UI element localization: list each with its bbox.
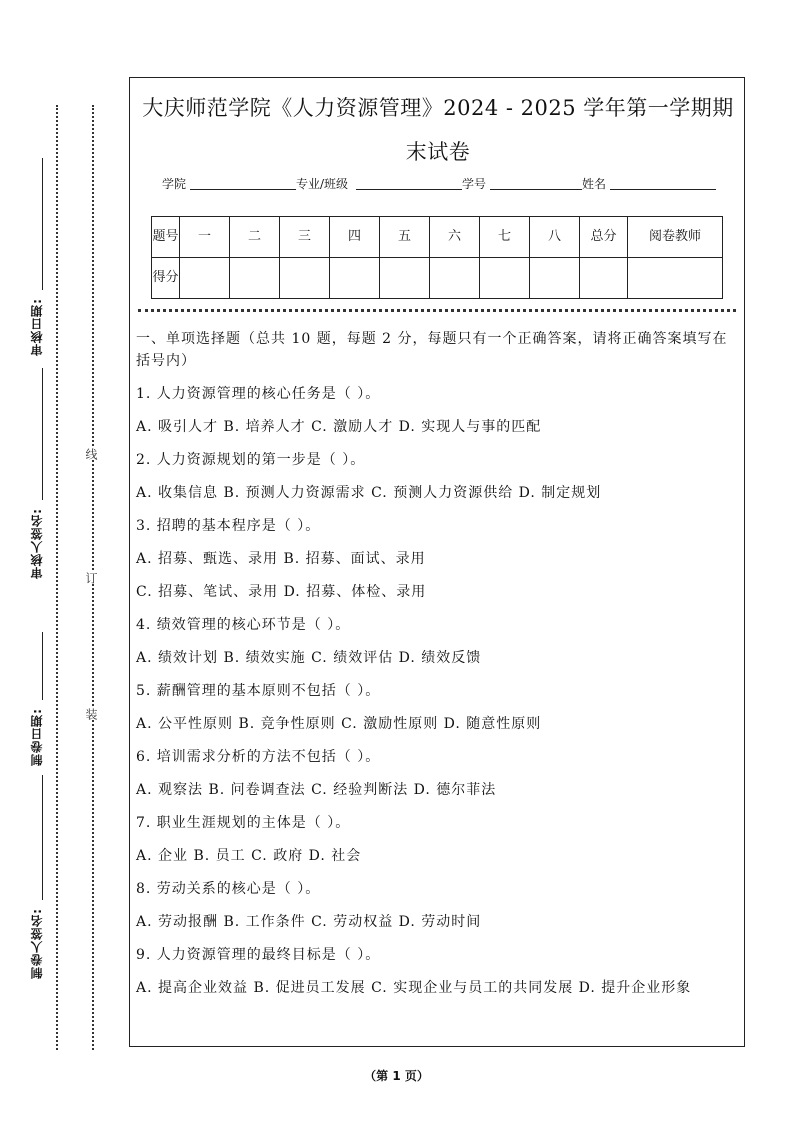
question-text: 7. 职业生涯规划的主体是（ ）。 — [136, 815, 351, 831]
score-col-total: 总分 — [580, 217, 628, 258]
score-cell[interactable] — [380, 258, 430, 299]
reviewer-signature-line — [42, 368, 43, 500]
question-options: A. 劳动报酬 B. 工作条件 C. 劳动权益 D. 劳动时间 — [136, 914, 482, 930]
compiler-signature-label: 制卷人签名: — [30, 908, 44, 979]
question-text: 4. 绩效管理的核心环节是（ ）。 — [136, 617, 351, 633]
college-field[interactable] — [190, 189, 296, 190]
score-cell[interactable] — [330, 258, 380, 299]
question-text: 3. 招聘的基本程序是（ ）。 — [136, 518, 321, 534]
review-date-label: 审核日期: — [30, 298, 44, 356]
score-col-grader: 阅卷教师 — [628, 217, 723, 258]
question-options: A. 收集信息 B. 预测人力资源需求 C. 预测人力资源供给 D. 制定规划 — [136, 485, 602, 501]
score-cell[interactable] — [180, 258, 230, 299]
score-cell[interactable] — [230, 258, 280, 299]
score-table-score-row — [152, 258, 723, 299]
compile-date-line — [42, 632, 43, 700]
question-text: 6. 培训需求分析的方法不包括（ ）。 — [136, 749, 381, 765]
reviewer-signature-label: 审核人签名: — [30, 508, 44, 579]
score-col-7: 七 — [480, 217, 530, 258]
exam-frame — [129, 77, 745, 1047]
question-options: A. 公平性原则 B. 竞争性原则 C. 激励性原则 D. 随意性原则 — [136, 716, 542, 732]
name-label: 姓名 — [582, 177, 607, 191]
exam-title: 大庆师范学院《人力资源管理》2024 - 2025 学年第一学期期末试卷 — [142, 96, 734, 164]
dotted-separator — [138, 309, 736, 312]
question-number-label: 题号 — [152, 217, 180, 258]
outer-dotted-line — [56, 105, 58, 1050]
score-col-6: 六 — [430, 217, 480, 258]
question-options: A. 招募、甄选、录用 B. 招募、面试、录用 — [136, 551, 426, 567]
question-list — [136, 383, 738, 999]
score-cell[interactable] — [430, 258, 480, 299]
bind-mark-line: 线 — [84, 448, 98, 460]
section-single-choice — [136, 328, 738, 999]
score-col-4: 四 — [330, 217, 380, 258]
compiler-signature-line — [42, 775, 43, 900]
question-options: A. 提高企业效益 B. 促进员工发展 C. 实现企业与员工的共同发展 D. 提升企业形象 — [136, 980, 692, 996]
bind-mark-order: 订 — [84, 572, 98, 584]
question-text: 9. 人力资源管理的最终目标是（ ）。 — [136, 947, 381, 963]
score-table-header-row — [152, 217, 723, 258]
score-col-3: 三 — [280, 217, 330, 258]
score-cell[interactable] — [530, 258, 580, 299]
question-options: C. 招募、笔试、录用 D. 招募、体检、录用 — [136, 584, 427, 600]
page-number: （第 1 页） — [364, 1069, 429, 1083]
section-heading: 一、单项选择题（总共 10 题，每题 2 分，每题只有一个正确答案，请将正确答案填写在括号内） — [136, 331, 728, 369]
student-info-row — [162, 174, 722, 194]
question-text: 1. 人力资源管理的核心任务是（ ）。 — [136, 386, 381, 402]
score-cell[interactable] — [580, 258, 628, 299]
bind-mark-bind: 装 — [84, 708, 98, 720]
question-text: 5. 薪酬管理的基本原则不包括（ ）。 — [136, 683, 381, 699]
score-table — [151, 216, 723, 299]
question-options: A. 企业 B. 员工 C. 政府 D. 社会 — [136, 848, 362, 864]
review-date-line — [42, 158, 43, 290]
question-options: A. 绩效计划 B. 绩效实施 C. 绩效评估 D. 绩效反馈 — [136, 650, 482, 666]
score-col-5: 五 — [380, 217, 430, 258]
score-cell[interactable] — [480, 258, 530, 299]
compile-date-label: 制卷日期: — [30, 708, 44, 766]
student-id-label: 学号 — [462, 177, 487, 191]
major-class-label: 专业/班级 — [296, 177, 349, 191]
score-cell[interactable] — [628, 258, 723, 299]
score-col-8: 八 — [530, 217, 580, 258]
question-options: A. 观察法 B. 问卷调查法 C. 经验判断法 D. 德尔菲法 — [136, 782, 497, 798]
name-field[interactable] — [610, 189, 716, 190]
score-row-label: 得分 — [152, 258, 180, 299]
student-id-field[interactable] — [490, 189, 582, 190]
score-cell[interactable] — [280, 258, 330, 299]
question-text: 2. 人力资源规划的第一步是（ ）。 — [136, 452, 366, 468]
score-col-2: 二 — [230, 217, 280, 258]
question-text: 8. 劳动关系的核心是（ ）。 — [136, 881, 321, 897]
score-col-1: 一 — [180, 217, 230, 258]
college-label: 学院 — [162, 177, 187, 191]
major-class-field[interactable] — [356, 189, 462, 190]
question-options: A. 吸引人才 B. 培养人才 C. 激励人才 D. 实现人与事的匹配 — [136, 419, 542, 435]
